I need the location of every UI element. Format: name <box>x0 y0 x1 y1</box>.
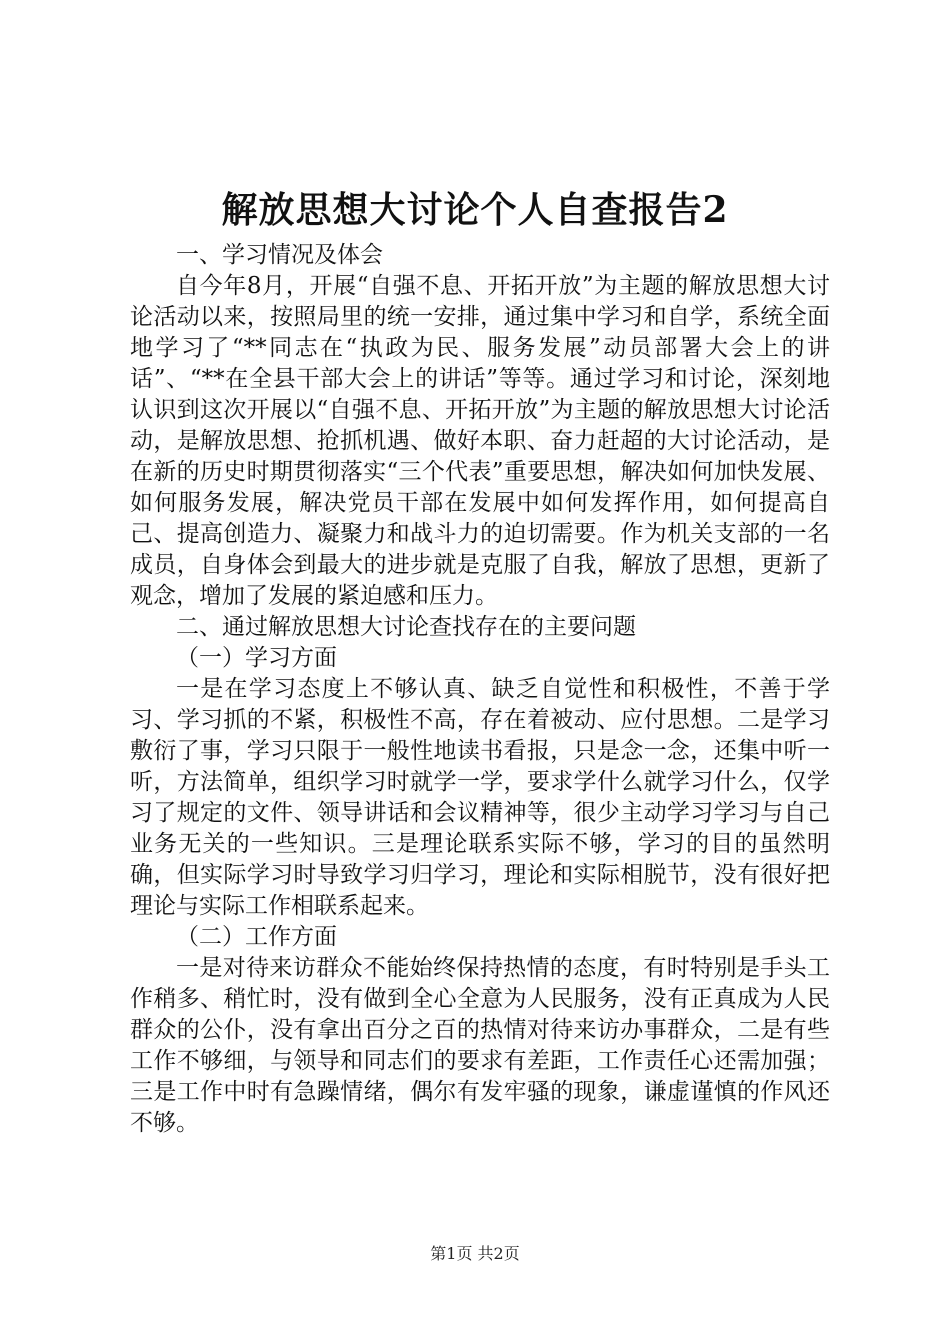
subsection-heading-work: （二）工作方面 <box>176 924 337 950</box>
section-heading-study-experience: 一、学习情况及体会 <box>176 242 383 268</box>
subsection-heading-study: （一）学习方面 <box>176 645 337 671</box>
document-title: 解放思想大讨论个人自查报告2 <box>221 189 729 231</box>
document-body <box>130 240 830 1139</box>
paragraph-study-problems: 一是在学习态度上不够认真、缺乏自觉性和积极性，不善于学习、学习抓的不紧，积极性不高，存在着被动、应付思想。二是学习敷衍了事，学习只限于一般性地读书看报，只是念一念，还集中听一听，方法简单，组织学习时就学一学，要求学什么就学习什么，仅学习了规定的文件、领导讲话和会议精神等，很少主动学习学习与自己业务无关的一些知识。三是理论联系实际不够，学习的目的虽然明确，但实际学习时导致学习归学习，理论和实际相脱节，没有很好把理论与实际工作相联系起来。 <box>130 676 830 919</box>
page-number-footer: 第1页 共2页 <box>430 1244 520 1263</box>
paragraph-study-experience: 自今年8月，开展“自强不息、开拓开放”为主题的解放思想大讨论活动以来，按照局里的统一安排，通过集中学习和自学，系统全面地学习了“**同志在“执政为民、服务发展”动员部署大会上的讲话”、“**在全县干部大会上的讲话”等等。通过学习和讨论，深刻地认识到这次开展以“自强不息、开拓开放”为主题的解放思想大讨论活动，是解放思想、抢抓机遇、做好本职、奋力赶超的大讨论活动，是在新的历史时期贯彻落实“三个代表”重要思想，解决如何加快发展、如何服务发展，解决党员干部在发展中如何发挥作用，如何提高自己、提高创造力、凝聚力和战斗力的迫切需要。作为机关支部的一名成员，自身体会到最大的进步就是克服了自我，解放了思想，更新了观念，增加了发展的紧迫感和压力。 <box>130 273 830 609</box>
paragraph-work-problems: 一是对待来访群众不能始终保持热情的态度，有时特别是手头工作稍多、稍忙时，没有做到全心全意为人民服务，没有正真成为人民群众的公仆，没有拿出百分之百的热情对待来访办事群众，二是有些工作不够细，与领导和同志们的要求有差距，工作责任心还需加强；三是工作中时有急躁情绪，偶尔有发牢骚的现象，谦虚谨慎的作风还不够。 <box>130 955 830 1136</box>
section-heading-main-problems: 二、通过解放思想大讨论查找存在的主要问题 <box>176 614 636 640</box>
